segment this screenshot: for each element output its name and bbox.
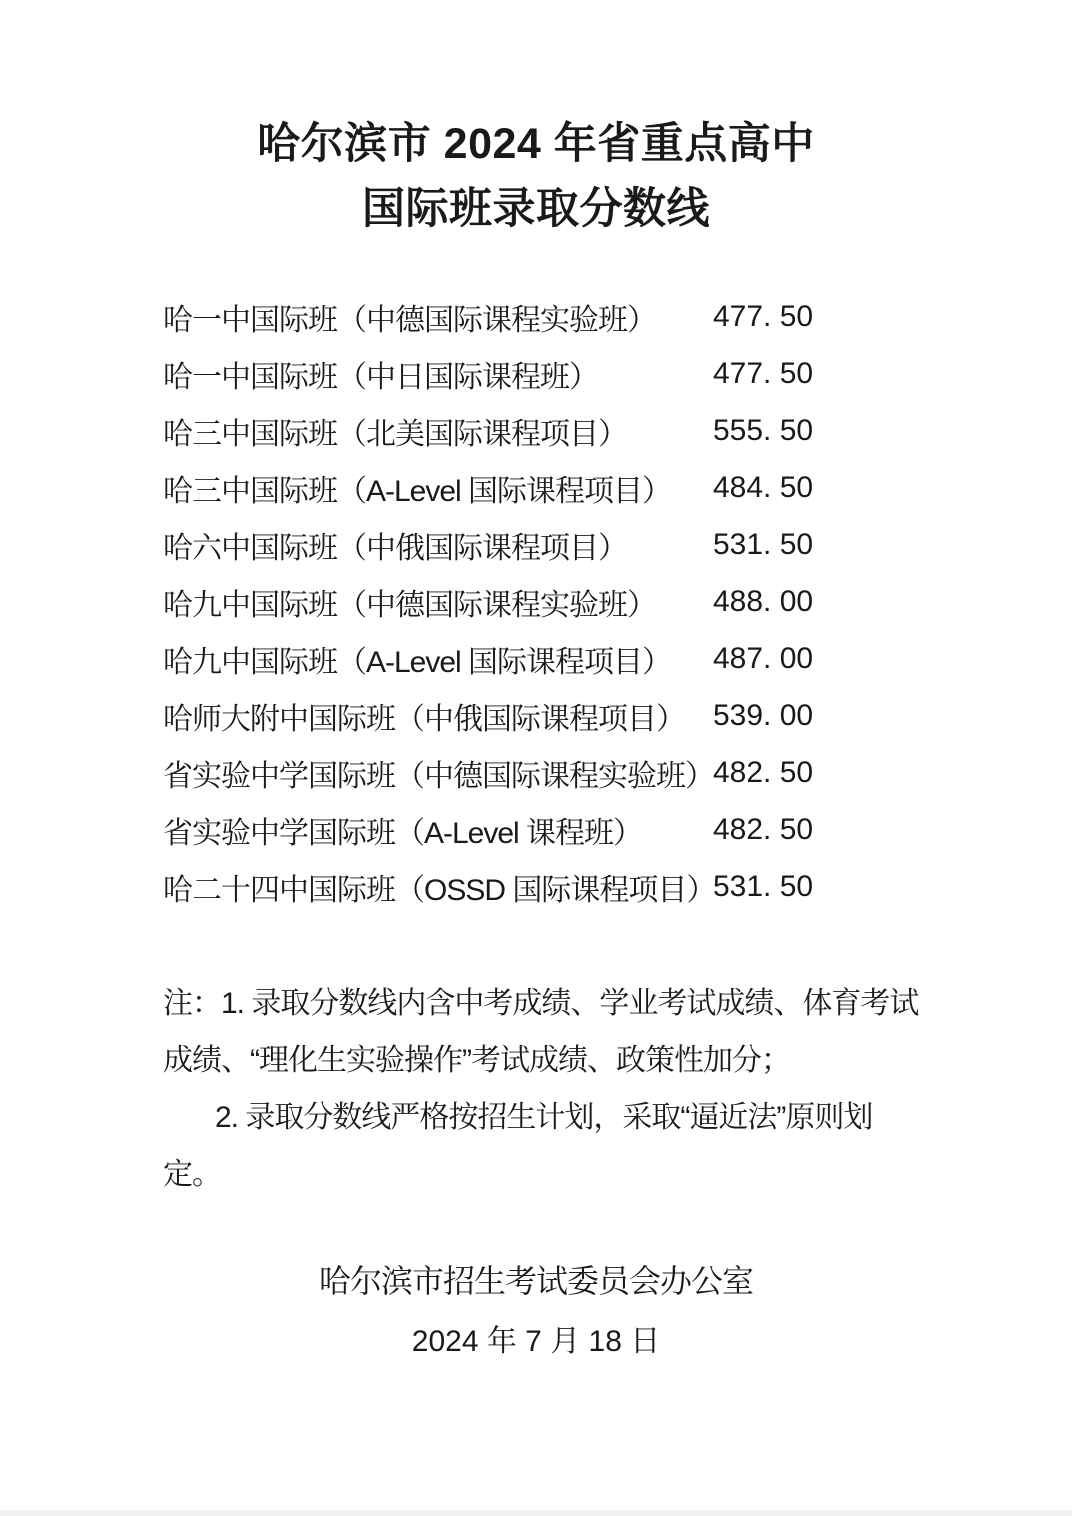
school-name: 哈九中国际班（A-Level 国际课程项目） [163,645,672,679]
page-bottom-edge [0,1510,1072,1516]
score-row [163,402,1032,459]
score-row [163,459,1032,516]
note-line-1: 注：1. 录取分数线内含中考成绩、学业考试成绩、体育考试 [163,986,919,1020]
score-value: 477. 50 [713,356,814,390]
score-row [163,687,1032,744]
school-name: 哈六中国际班（中俄国际课程项目） [163,531,627,565]
signature-date: 2024 年 7 月 18 日 [411,1325,661,1358]
school-name: 哈一中国际班（中德国际课程实验班） [163,303,656,337]
score-value: 539. 00 [713,698,814,732]
title-line-2: 国际班录取分数线 [362,185,710,233]
notes-section [163,971,1032,1199]
score-value: 482. 50 [713,812,814,846]
score-row [163,573,1032,630]
school-name: 哈一中国际班（中日国际课程班） [163,360,598,394]
note-line-4: 定。 [163,1157,221,1191]
score-row [163,744,1032,801]
score-value: 487. 00 [713,641,814,675]
score-row [163,288,1032,345]
school-name: 哈三中国际班（A-Level 国际课程项目） [163,474,672,508]
score-value: 488. 00 [713,584,814,618]
score-value: 531. 50 [713,527,814,561]
score-value: 482. 50 [713,755,814,789]
score-value: 555. 50 [713,413,814,447]
school-name: 哈三中国际班（北美国际课程项目） [163,417,627,451]
signature-org: 哈尔滨市招生考试委员会办公室 [318,1263,753,1299]
title-line-1: 哈尔滨市 2024 年省重点高中 [257,120,815,168]
score-value: 477. 50 [713,299,814,333]
score-row [163,345,1032,402]
document-title [0,112,1072,242]
school-name: 哈二十四中国际班（OSSD 国际课程项目） [163,873,716,907]
score-value: 531. 50 [713,869,814,903]
note-line-3: 2. 录取分数线严格按招生计划，采取“逼近法”原则划 [215,1100,873,1134]
score-row [163,801,1032,858]
school-name: 哈九中国际班（中德国际课程实验班） [163,588,656,622]
score-row [163,630,1032,687]
score-value: 484. 50 [713,470,814,504]
score-list [163,288,1032,915]
score-row [163,858,1032,915]
school-name: 省实验中学国际班（中德国际课程实验班） [163,759,714,793]
score-row [163,516,1032,573]
note-line-2: 成绩、“理化生实验操作”考试成绩、政策性加分； [163,1043,790,1077]
school-name: 省实验中学国际班（A-Level 课程班） [163,816,643,850]
school-name: 哈师大附中国际班（中俄国际课程项目） [163,702,685,736]
